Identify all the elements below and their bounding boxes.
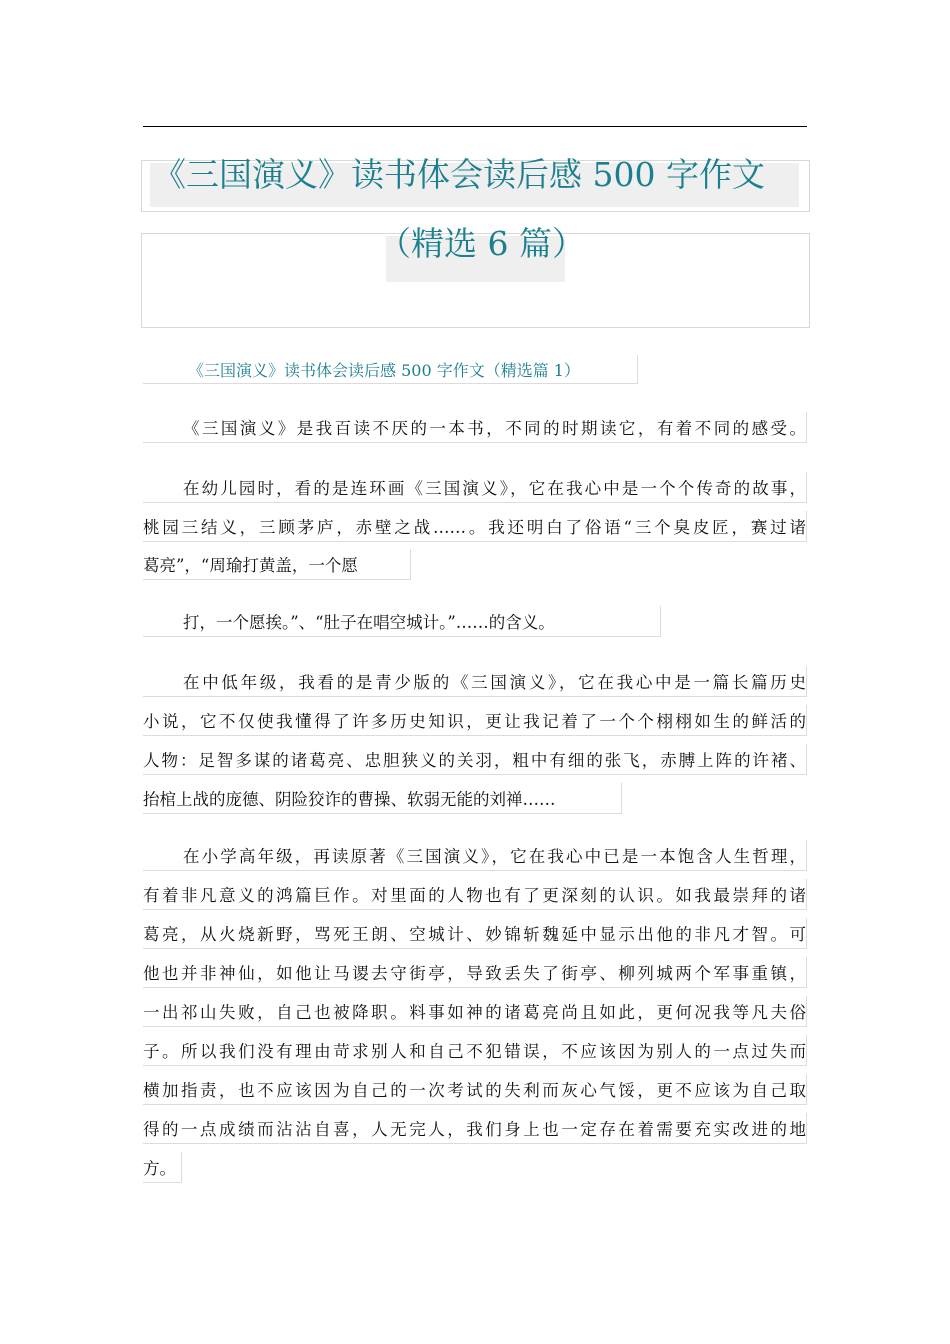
- paragraph-2-line-2: [143, 511, 807, 542]
- paragraph-text: 《三国演义》是我百读不厌的一本书，不同的时期读它，有着不同的感受。: [183, 419, 806, 438]
- paragraph-text: 横加指责，也不应该因为自己的一次考试的失利而灰心气馁，更不应该为自己取: [143, 1081, 806, 1100]
- paragraph-text: 有着非凡意义的鸿篇巨作。对里面的人物也有了更深刻的认识。如我最崇拜的诸: [143, 886, 806, 905]
- paragraph-text: 人物：足智多谋的诸葛亮、忠胆狭义的关羽，粗中有细的张飞，赤膊上阵的许褚、: [143, 751, 806, 770]
- paragraph-5-line-2: [143, 879, 807, 910]
- paragraph-5-line-6: [143, 1035, 807, 1066]
- paragraph-text: 在中低年级，我看的是青少版的《三国演义》，它在我心中是一篇长篇历史: [183, 673, 806, 692]
- paragraph-5-line-5: [143, 996, 807, 1027]
- paragraph-5-line-3: [143, 918, 807, 949]
- paragraph-5-line-4: [143, 957, 807, 988]
- paragraph-5-line-9: [143, 1152, 182, 1183]
- paragraph-5-line-7: [143, 1074, 807, 1105]
- top-rule: [143, 126, 807, 127]
- paragraph-text: 小说，它不仅使我懂得了许多历史知识，更让我记着了一个个栩栩如生的鲜活的: [143, 712, 806, 731]
- page-title-line-2: （精选 6 篇）: [378, 224, 585, 263]
- paragraph-5-line-1: [143, 840, 807, 871]
- paragraph-text: 桃园三结义，三顾茅庐，赤壁之战……。我还明白了俗语“三个臭皮匠，赛过诸: [143, 518, 806, 537]
- paragraph-text: 抬棺上战的庞德、阴险狡诈的曹操、软弱无能的刘禅……: [143, 790, 556, 809]
- paragraph-4-line-3: [143, 744, 807, 775]
- paragraph-text: 得的一点成绩而沾沾自喜，人无完人，我们身上也一定存在着需要充实改进的地: [143, 1120, 806, 1139]
- section-heading-text: 《三国演义》读书体会读后感 500 字作文（精选篇 1）: [188, 361, 580, 380]
- paragraph-1-line-1: [143, 412, 807, 443]
- paragraph-text: 一出祁山失败，自己也被降职。料事如神的诸葛亮尚且如此，更何况我等凡夫俗: [143, 1003, 806, 1022]
- paragraph-text: 葛亮”，“周瑜打黄盖，一个愿: [143, 556, 358, 575]
- paragraph-text: 子。所以我们没有理由苛求别人和自己不犯错误，不应该因为别人的一点过失而: [143, 1042, 806, 1061]
- paragraph-2-line-3: [143, 549, 411, 580]
- paragraph-2-line-1: [143, 472, 807, 503]
- section-heading: [143, 355, 638, 384]
- paragraph-text: 他也并非神仙，如他让马谡去守街亭，导致丢失了街亭、柳列城两个军事重镇，: [143, 964, 806, 983]
- paragraph-4-line-2: [143, 705, 807, 736]
- paragraph-text: 方。: [143, 1159, 176, 1178]
- paragraph-text: 打，一个愿挨。”、“肚子在唱空城计。”……的含义。: [183, 613, 555, 632]
- paragraph-5-line-8: [143, 1113, 807, 1144]
- paragraph-text: 葛亮，从火烧新野，骂死王朗、空城计、妙锦斩魏延中显示出他的非凡才智。可: [143, 925, 806, 944]
- page-title-line-1: 《三国演义》读书体会读后感 500 字作文: [153, 155, 765, 194]
- paragraph-text: 在小学高年级，再读原著《三国演义》，它在我心中已是一本饱含人生哲理，: [183, 847, 806, 866]
- paragraph-4-line-1: [143, 666, 807, 697]
- paragraph-3-line-1: [143, 606, 661, 637]
- paragraph-4-line-4: [143, 783, 622, 814]
- paragraph-text: 在幼儿园时，看的是连环画《三国演义》，它在我心中是一个个传奇的故事，: [183, 479, 806, 498]
